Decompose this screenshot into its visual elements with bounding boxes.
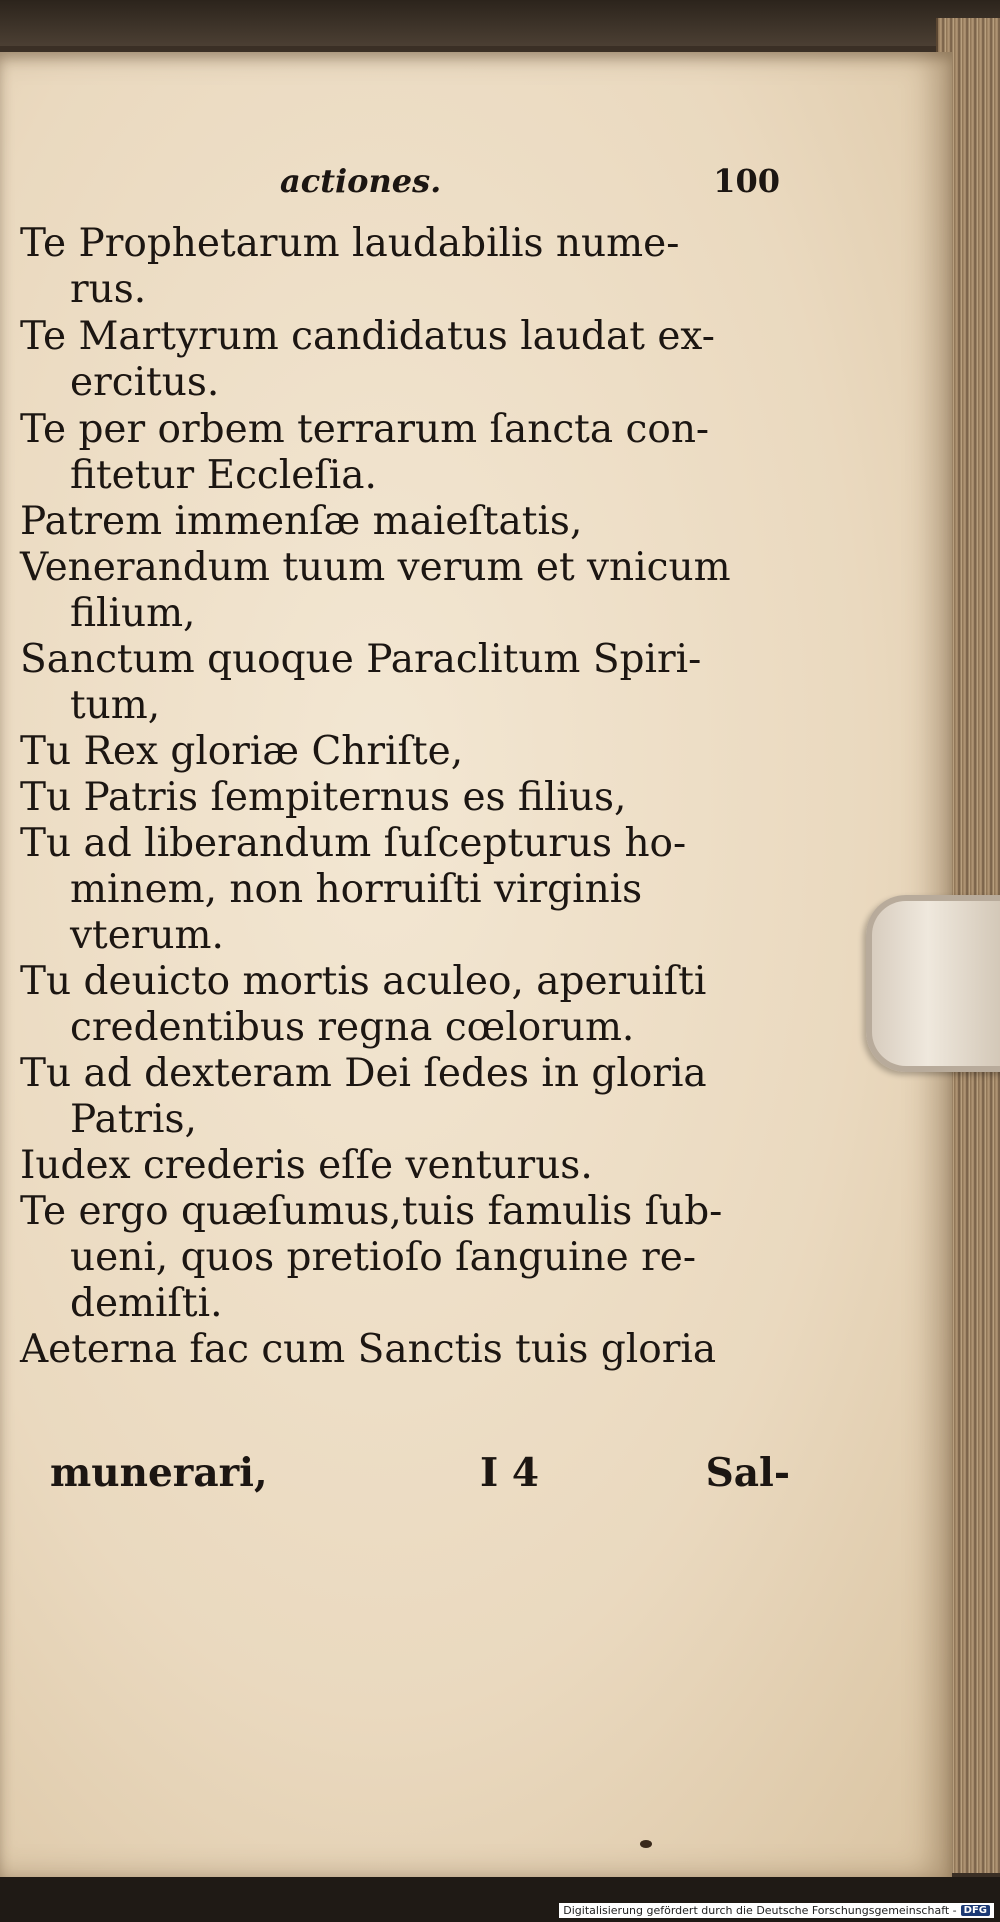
- book-clip: [866, 895, 1000, 1072]
- scan-border-bottom: [0, 1877, 1000, 1922]
- text-line: ercitus.: [70, 360, 220, 405]
- page-footer: [50, 1450, 790, 1496]
- text-line: Te per orbem terrarum ſancta con-: [20, 407, 710, 452]
- text-line: tum,: [70, 683, 161, 728]
- text-line: Sanctum quoque Paraclitum Spiri-: [20, 637, 702, 682]
- signature-mark: I 4: [480, 1450, 539, 1496]
- page-number: 100: [713, 162, 780, 200]
- text-line: Tu Rex gloriæ Chriſte,: [20, 729, 464, 774]
- page-header: [200, 162, 780, 206]
- text-line: credentibus regna cœlorum.: [70, 1005, 635, 1050]
- text-line: Tu ad liberandum ſuſcepturus ho-: [20, 821, 687, 866]
- text-line: demiſti.: [70, 1281, 223, 1326]
- digitization-credit: [559, 1903, 994, 1918]
- text-line: Te Martyrum candidatus laudat ex-: [20, 314, 715, 359]
- text-line: filium,: [70, 591, 196, 636]
- text-line: Patris,: [70, 1097, 197, 1142]
- text-line: Venerandum tuum verum et vnicum: [20, 545, 731, 590]
- text-line: minem, non horruiſti virginis: [70, 867, 643, 912]
- text-line: Tu deuicto mortis aculeo, aperuiſti: [20, 959, 707, 1004]
- catchword: Sal-: [705, 1450, 790, 1496]
- dfg-logo: DFG: [961, 1905, 990, 1916]
- text-line: rus.: [70, 267, 147, 312]
- text-line: ueni, quos pretioſo ſanguine re-: [70, 1235, 697, 1280]
- text-line: vterum.: [70, 913, 224, 958]
- text-line: Iudex crederis eſſe venturus.: [20, 1143, 593, 1188]
- text-line: Tu ad dexteram Dei ſedes in gloria: [20, 1051, 707, 1096]
- text-line: fitetur Eccleſia.: [70, 453, 377, 498]
- running-head: actiones.: [280, 162, 442, 200]
- ink-speck: [640, 1840, 652, 1848]
- footer-last-word: munerari,: [50, 1450, 268, 1496]
- text-line: Te Prophetarum laudabilis nume-: [20, 221, 680, 266]
- text-line: Aeterna fac cum Sanctis tuis gloria: [20, 1327, 717, 1372]
- scan-border-top: [0, 0, 1000, 46]
- text-line: Tu Patris ſempiternus es filius,: [20, 775, 627, 820]
- text-line: Patrem immenſæ maieſtatis,: [20, 499, 583, 544]
- credit-text: Digitalisierung gefördert durch die Deutsche Forschungsgemeinschaft -: [563, 1904, 957, 1917]
- text-line: Te ergo quæſumus,tuis famulis ſub-: [20, 1189, 723, 1234]
